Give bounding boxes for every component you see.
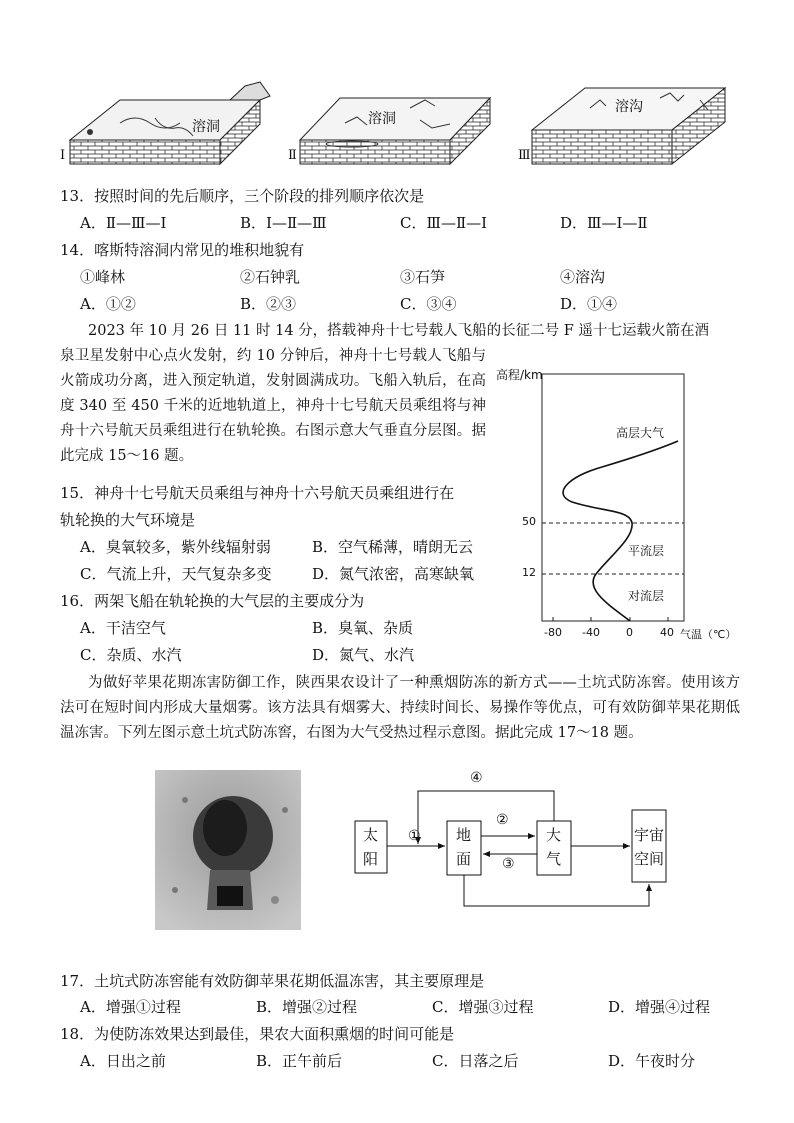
q13-option-a[interactable]: A．Ⅱ—Ⅲ—Ⅰ <box>80 214 167 232</box>
ground-label-1: 地 <box>456 826 472 844</box>
x-tick-minus40: -40 <box>582 626 600 639</box>
q13-stem: 13．按照时间的先后顺序，三个阶段的排列顺序依次是 <box>60 187 425 205</box>
x-tick-minus80: -80 <box>544 626 562 639</box>
stage-3-label: 溶沟 <box>615 99 643 115</box>
q14-option-a[interactable]: A．①② <box>80 295 136 313</box>
q13-option-b[interactable]: B．Ⅰ—Ⅱ—Ⅲ <box>240 214 327 232</box>
q15-option-a[interactable]: A．臭氧较多，紫外线辐射弱 <box>80 538 271 556</box>
frost-pit-photo <box>155 770 301 930</box>
q17-stem: 17．土坑式防冻窖能有效防御苹果花期低温冻害，其主要原理是 <box>60 972 485 990</box>
sun-label-2: 阳 <box>363 850 379 868</box>
space-label-2: 空间 <box>634 850 665 868</box>
chart-frame <box>542 374 684 621</box>
q18-option-c[interactable]: C．日落之后 <box>432 1052 519 1070</box>
intro-17-18-body: 为做好苹果花期冻害防御工作，陕西果农设计了一种熏烟防冻的新方式——土坑式防冻窖。使用该方法可在短时间内形成大量烟雾。该方法具有烟雾大、持续时间长、易操作等优点，可有效防御苹果花期低温冻害。下列左图示意土坑式防冻窖，右图为大气受热过程示意图。据此完成 17～18 题。 <box>60 675 740 741</box>
x-axis-label: 气温（℃） <box>680 628 737 641</box>
q14-option-d[interactable]: D．①④ <box>560 295 618 313</box>
q17-option-b[interactable]: B．增强②过程 <box>256 998 358 1016</box>
ground-label-2: 面 <box>456 850 472 868</box>
q18-stem: 18．为使防冻效果达到最佳，果农大面积熏烟的时间可能是 <box>60 1025 455 1043</box>
q17-option-d[interactable]: D．增强④过程 <box>608 998 711 1016</box>
q15-option-c[interactable]: C．气流上升，天气复杂多变 <box>80 565 272 583</box>
space-label-1: 宇宙 <box>634 826 665 844</box>
process-1-label: ① <box>408 828 421 844</box>
sun-label-1: 太 <box>363 826 379 844</box>
q17-option-a[interactable]: A．增强①过程 <box>80 998 181 1016</box>
x-axis-ticks <box>553 617 668 621</box>
y-axis-label: 高程/km <box>496 368 543 382</box>
stage-1-block <box>70 82 270 164</box>
q13-option-d[interactable]: D．Ⅲ—Ⅰ—Ⅱ <box>560 214 648 232</box>
karst-stages-figure <box>60 78 750 170</box>
stage-2-label: 溶洞 <box>368 111 396 127</box>
q14-item-4: ④溶沟 <box>560 268 606 286</box>
atmosphere-label-1: 大 <box>546 826 562 844</box>
q15-option-d[interactable]: D．氮气浓密，高寒缺氧 <box>312 565 475 583</box>
q14-option-c[interactable]: C．③④ <box>400 295 457 313</box>
layer-upper: 高层大气 <box>616 426 665 440</box>
stage-2-roman: Ⅱ <box>288 148 297 163</box>
q14-stem: 14．喀斯特溶洞内常见的堆积地貌有 <box>60 241 305 259</box>
atmosphere-heating-diagram <box>350 766 680 916</box>
intro-15-16-body: 泉卫星发射中心点火发射，约 10 分钟后，神舟十七号载人飞船与火箭成功分离，进入预定轨道，发射圆满成功。飞船入轨后，在高度 340 至 450 千米的近地轨道上，神舟十七号航天员乘组将与神舟十六号航天员乘组进行在轨轮换。右图示意大气垂直分层图。据此完成 15～16 题。 <box>60 348 486 464</box>
atmosphere-layer-chart <box>492 362 742 647</box>
q14-item-1: ①峰林 <box>80 268 126 286</box>
space-box <box>632 810 666 882</box>
q14-option-b[interactable]: B．②③ <box>240 295 297 313</box>
layer-troposphere: 对流层 <box>628 589 665 603</box>
stage-1-roman: Ⅰ <box>60 148 66 163</box>
q14-item-3: ③石笋 <box>400 268 446 286</box>
q16-option-d[interactable]: D．氮气、水汽 <box>312 646 415 664</box>
q18-option-a[interactable]: A．日出之前 <box>80 1052 166 1070</box>
q16-option-a[interactable]: A．干洁空气 <box>80 619 166 637</box>
q13-option-c[interactable]: C．Ⅲ—Ⅱ—Ⅰ <box>400 214 488 232</box>
process-3-label: ③ <box>502 856 515 872</box>
process-2-label: ② <box>496 812 509 828</box>
process-4-label: ④ <box>470 770 483 786</box>
q18-option-d[interactable]: D．午夜时分 <box>608 1052 696 1070</box>
y-tick-50: 50 <box>522 515 536 528</box>
q18-option-b[interactable]: B．正午前后 <box>256 1052 343 1070</box>
q15-stem-line1: 15．神舟十七号航天员乘组与神舟十六号航天员乘组进行在 <box>60 484 455 502</box>
stage-3-roman: Ⅲ <box>518 148 531 163</box>
q17-option-c[interactable]: C．增强③过程 <box>432 998 534 1016</box>
stage-1-label: 溶洞 <box>192 119 220 135</box>
q16-option-c[interactable]: C．杂质、水汽 <box>80 646 182 664</box>
x-tick-0: 0 <box>626 626 633 639</box>
layer-stratosphere: 平流层 <box>628 544 665 558</box>
q16-option-b[interactable]: B．臭氧、杂质 <box>312 619 414 637</box>
q15-option-b[interactable]: B．空气稀薄，晴朗无云 <box>312 538 474 556</box>
q16-stem: 16．两架飞船在轨轮换的大气层的主要成分为 <box>60 592 365 610</box>
q15-stem-line2: 轨轮换的大气环境是 <box>60 511 196 529</box>
intro-15-16-first-line: 2023 年 10 月 26 日 11 时 14 分，搭载神舟十七号载人飞船的长征二号 F 遥十七运载火箭在酒 <box>88 323 709 339</box>
x-tick-40: 40 <box>660 626 674 639</box>
y-tick-12: 12 <box>522 566 536 579</box>
q14-item-2: ②石钟乳 <box>240 268 301 286</box>
arrow-ground-to-space <box>464 875 649 906</box>
atmosphere-label-2: 气 <box>546 850 562 868</box>
